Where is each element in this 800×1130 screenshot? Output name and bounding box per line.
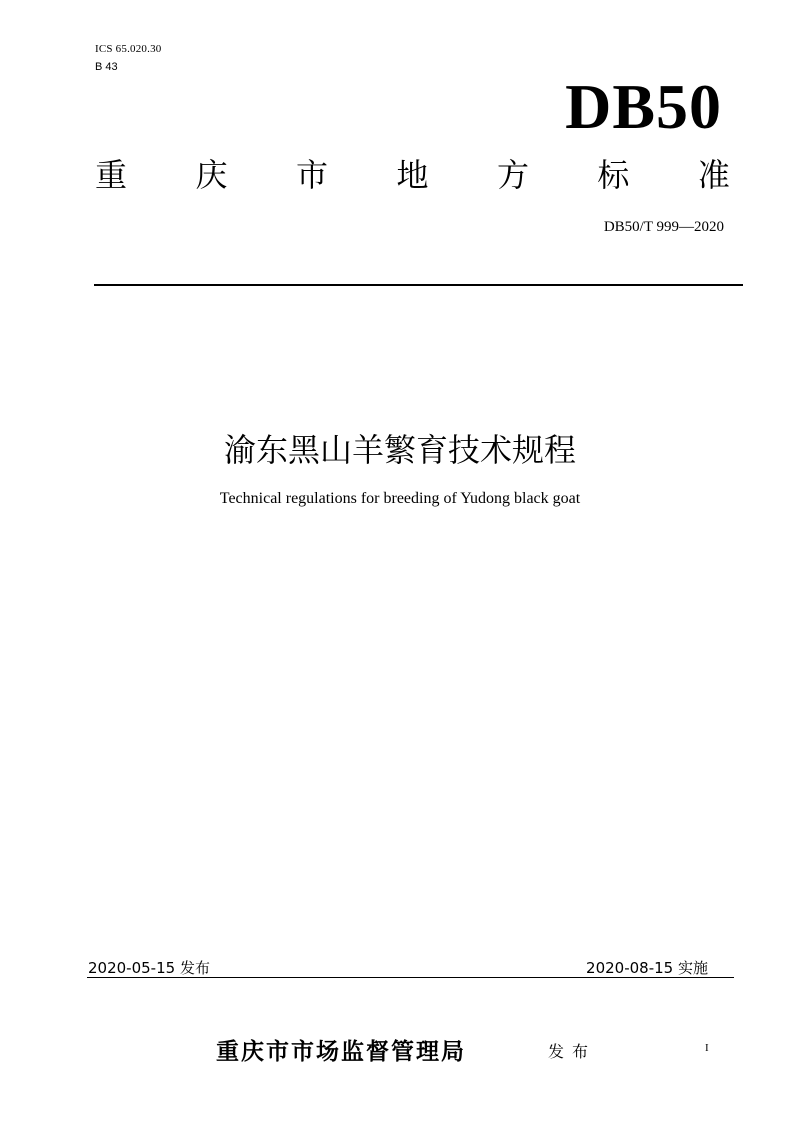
ics-code: ICS 65.020.30 [95, 43, 162, 55]
header-divider [94, 284, 743, 286]
standard-type-heading [95, 154, 730, 196]
issuing-action: 发布 [548, 1042, 597, 1061]
page-number: I [705, 1042, 709, 1054]
footer-divider [87, 977, 734, 978]
standard-type-char: 重 [95, 156, 128, 194]
standard-type-char: 庆 [195, 156, 228, 194]
standard-type-char: 标 [597, 156, 630, 194]
issuing-authority: 重庆市市场监督管理局 [216, 1039, 466, 1065]
standard-type-char: 市 [295, 156, 328, 194]
db-code-logo: DB50 [565, 71, 722, 142]
standard-number: DB50/T 999—2020 [603, 219, 724, 235]
implementation-date: 2020-08-15 实施 [586, 959, 708, 977]
issue-date: 2020-05-15 发布 [88, 959, 210, 977]
standard-type-char: 准 [697, 156, 730, 194]
standard-type-char: 地 [396, 156, 429, 194]
classification-code: B 43 [95, 61, 118, 73]
document-title-english: Technical regulations for breeding of Yudong black goat [219, 490, 581, 507]
document-title-chinese: 渝东黑山羊繁育技术规程 [223, 431, 576, 469]
standard-type-char: 方 [496, 156, 529, 194]
